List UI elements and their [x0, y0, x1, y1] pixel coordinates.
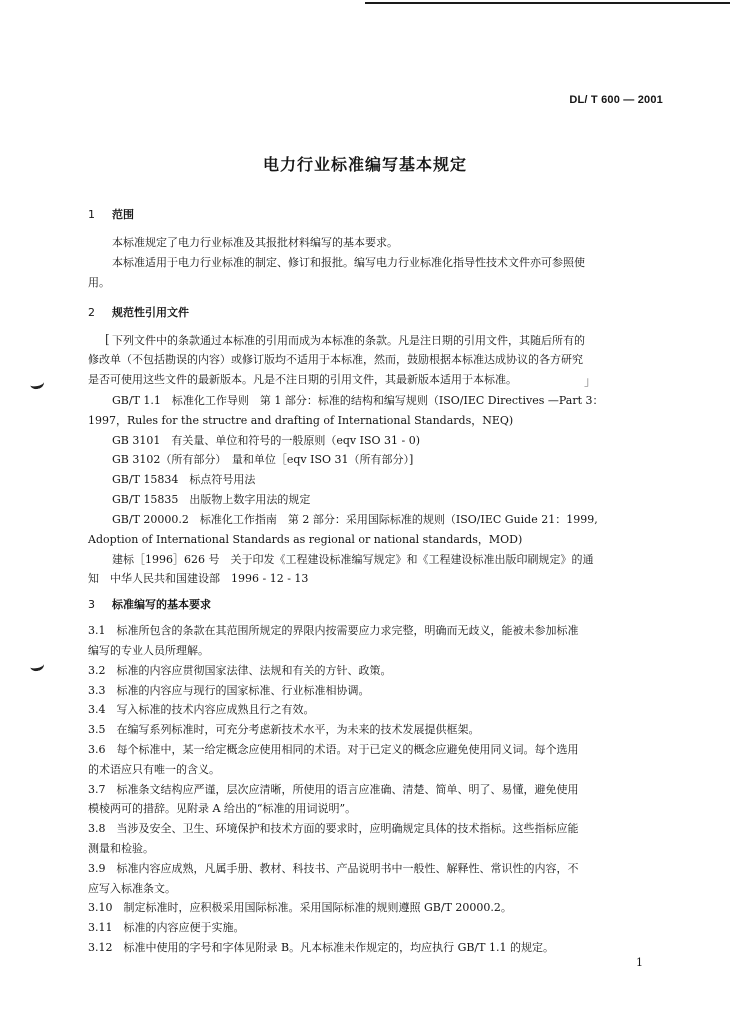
reference-line: GB/T 15834 标点符号用法 [112, 473, 256, 486]
clause-line: 3.12 标准中使用的字号和字体见附录 B。凡本标准未作规定的，均应执行 GB/T 1.1 的规定。 [88, 941, 554, 954]
clause-line: 测量和检验。 [88, 842, 154, 855]
clause-line: 编写的专业人员所理解。 [88, 644, 209, 657]
annotation-bracket-close: 」 [584, 374, 597, 388]
section-3-number: 3 [88, 598, 95, 611]
section-2-heading [88, 304, 189, 320]
reference-line: 1997，Rules for the structre and drafting of International Standards，NEQ) [88, 414, 514, 427]
section-1-line: 本标准适用于电力行业标准的制定、修订和报批。编写电力行业标准化指导性技术文件亦可参照使 [112, 256, 585, 269]
clause-line: 3.10 制定标准时，应积极采用国际标准。采用国际标准的规则遵照 GB/T 20000.2。 [88, 901, 512, 914]
section-3-title: 标准编写的基本要求 [112, 598, 211, 611]
reference-line: GB/T 15835 出版物上数字用法的规定 [112, 493, 311, 506]
section-2-intro-line: 下列文件中的条款通过本标准的引用而成为本标准的条款。凡是注日期的引用文件，其随后所有的 [112, 334, 585, 347]
clause-line: 3.7 标准条文结构应严谨，层次应清晰，所使用的语言应准确、清楚、简单、明了、易懂，避免使用 [88, 783, 579, 796]
clause-line: 3.2 标准的内容应贯彻国家法律、法规和有关的方针、政策。 [88, 664, 392, 677]
section-1-title: 范围 [112, 208, 134, 221]
clause-line: 模棱两可的措辞。见附录 A 给出的“标准的用词说明”。 [88, 802, 357, 815]
clause-line: 3.6 每个标准中，某一给定概念应使用相同的术语。对于已定义的概念应避免使用同义词。每个选用 [88, 743, 579, 756]
margin-binding-mark [29, 377, 45, 391]
clause-line: 3.11 标准的内容应便于实施。 [88, 921, 245, 934]
section-1-number: 1 [88, 208, 95, 221]
document-title: 电力行业标准编写基本规定 [262, 155, 467, 174]
section-2-intro-line: 是否可使用这些文件的最新版本。凡是不注日期的引用文件，其最新版本适用于本标准。 [88, 373, 517, 386]
section-2-number: 2 [88, 306, 95, 319]
reference-line: Adoption of International Standards as regional or national standards，MOD) [88, 533, 523, 546]
section-1-line: 用。 [88, 276, 110, 289]
clause-line: 3.3 标准的内容应与现行的国家标准、行业标准相协调。 [88, 684, 370, 697]
section-1-line: 本标准规定了电力行业标准及其报批材料编写的基本要求。 [112, 236, 398, 249]
reference-line: GB/T 20000.2 标准化工作指南 第 2 部分：采用国际标准的规则（ISO/IEC Guide 21：1999, [112, 513, 598, 526]
clause-line: 应写入标准条文。 [88, 882, 176, 895]
section-2-intro-line: 修改单（不包括勘误的内容）或修订版均不适用于本标准，然而，鼓励根据本标准达成协议的各方研究 [88, 353, 583, 366]
reference-line: GB/T 1.1 标准化工作导则 第 1 部分：标准的结构和编写规则（ISO/IEC Directives —Part 3： [112, 394, 604, 407]
clause-line: 3.9 标准内容应成熟，凡属手册、教材、科技书、产品说明书中一般性、解释性、常识性的内容，不 [88, 862, 579, 875]
clause-line: 的术语应只有唯一的含义。 [88, 763, 220, 776]
clause-line: 3.4 写入标准的技术内容应成熟且行之有效。 [88, 703, 315, 716]
scan-border-line [365, 2, 730, 4]
clause-line: 3.1 标准所包含的条款在其范围所规定的界限内按需要应力求完整，明确而无歧义，能被未参加标准 [88, 624, 579, 637]
reference-line: GB 3101 有关量、单位和符号的一般原则（eqv ISO 31 - 0) [112, 434, 421, 447]
reference-line: 建标［1996］626 号 关于印发《工程建设标准编写规定》和《工程建设标准出版印刷规定》的通 [112, 553, 594, 566]
clause-line: 3.8 当涉及安全、卫生、环境保护和技术方面的要求时，应明确规定具体的技术指标。这些指标应能 [88, 822, 579, 835]
margin-binding-mark [29, 659, 45, 673]
reference-line: 知 中华人民共和国建设部 1996 - 12 - 13 [88, 572, 309, 585]
page-number: 1 [636, 956, 643, 969]
clause-line: 3.5 在编写系列标准时，可充分考虑新技术水平，为未来的技术发展提供框架。 [88, 723, 480, 736]
section-1-heading [88, 206, 134, 222]
section-3-heading [88, 596, 211, 612]
reference-line: GB 3102（所有部分） 量和单位［eqv ISO 31（所有部分）] [112, 453, 414, 466]
section-2-title: 规范性引用文件 [112, 306, 189, 319]
annotation-bracket-open: [ [105, 332, 110, 346]
standard-code: DL/ T 600 — 2001 [569, 94, 663, 106]
